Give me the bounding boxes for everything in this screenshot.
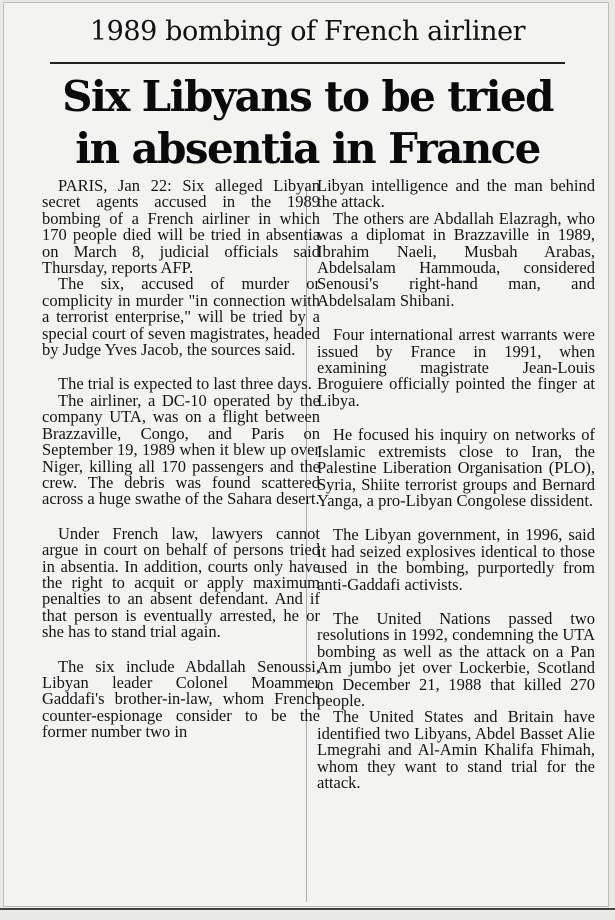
kicker-rule: [50, 62, 565, 64]
headline-line-2: in absentia in France: [75, 124, 540, 173]
paragraph: The United Nations passed two resolutions in 1992, condemning the UTA bombing as well as the attack on a Pan Am jumbo jet over Lockerbie, Scotland on December 21, 1988 that killed 270 people.: [317, 608, 595, 710]
article-column-right: [317, 178, 595, 791]
paragraph: The trial is expected to last three days.: [58, 374, 312, 394]
headline-line-1: Six Libyans to be tried: [62, 72, 553, 121]
kicker-headline: 1989 bombing of French airliner: [89, 16, 526, 47]
paragraph: The airliner, a DC-10 operated by the company UTA, was on a flight between Brazzaville, Congo, and Paris on September 19, 1989 when it blew up over Niger, killing all 170 passengers and the crew. The debris was found scattered across a huge swathe of the Sahara desert.: [42, 390, 320, 509]
paragraph: The United States and Britain have identified two Libyans, Abdel Basset Alie Lmegrahi and Al-Amin Khalifa Fhimah, whom they want to stand trial for the attack.: [317, 707, 595, 792]
article-column-left: [42, 178, 320, 741]
paragraph: The six include Abdallah Senoussi, Libyan leader Colonel Moammer Gaddafi's brother-in-law, whom French counter-espionage consider to be the former number two in: [42, 656, 320, 742]
paragraph: Four international arrest warrants were issued by France in 1991, when examining magistrate Jean-Louis Broguiere officially pointed the finger at Libya.: [317, 325, 595, 410]
paragraph: The others are Abdallah Elazragh, who was a diplomat in Brazzaville in 1989, Ibrahim Naeli, Musbah Arabas, Abdelsalam Hammouda, considered Senousi's right-hand man, and Abdelsalam Shibani.: [317, 208, 595, 310]
paragraph: The Libyan government, in 1996, said it had seized explosives identical to those used in the bombing, purportedly from anti-Gaddafi activists.: [317, 525, 595, 594]
paragraph: Libyan intelligence and the man behind the attack.: [317, 176, 595, 212]
paragraph: Under French law, lawyers cannot argue in court on behalf of persons tried in absentia. In addition, courts only have the right to acquit or apply maximum penalties to an absent defendant. And if that person is eventually arrested, he or she has to stand trial again.: [42, 523, 320, 642]
paragraph: He focused his inquiry on networks of Islamic extremists close to Iran, the Palestine Liberation Organisation (PLO), Syria, Shiite terrorist groups and Bernard Yanga, a pro-Libyan Congolese dissident.: [317, 425, 595, 510]
paragraph: The six, accused of murder or complicity in murder "in connection with a terrorist enterprise," will be tried by a special court of seven magistrates, headed by Judge Yves Jacob, the sources said.: [42, 274, 320, 360]
paragraph: PARIS, Jan 22: Six alleged Libyan secret agents accused in the 1989 bombing of a French airliner in which 170 people died will be tried in absentia on March 8, judicial officials said Thursday, reports AFP.: [42, 176, 320, 278]
bottom-rule: [0, 908, 615, 910]
